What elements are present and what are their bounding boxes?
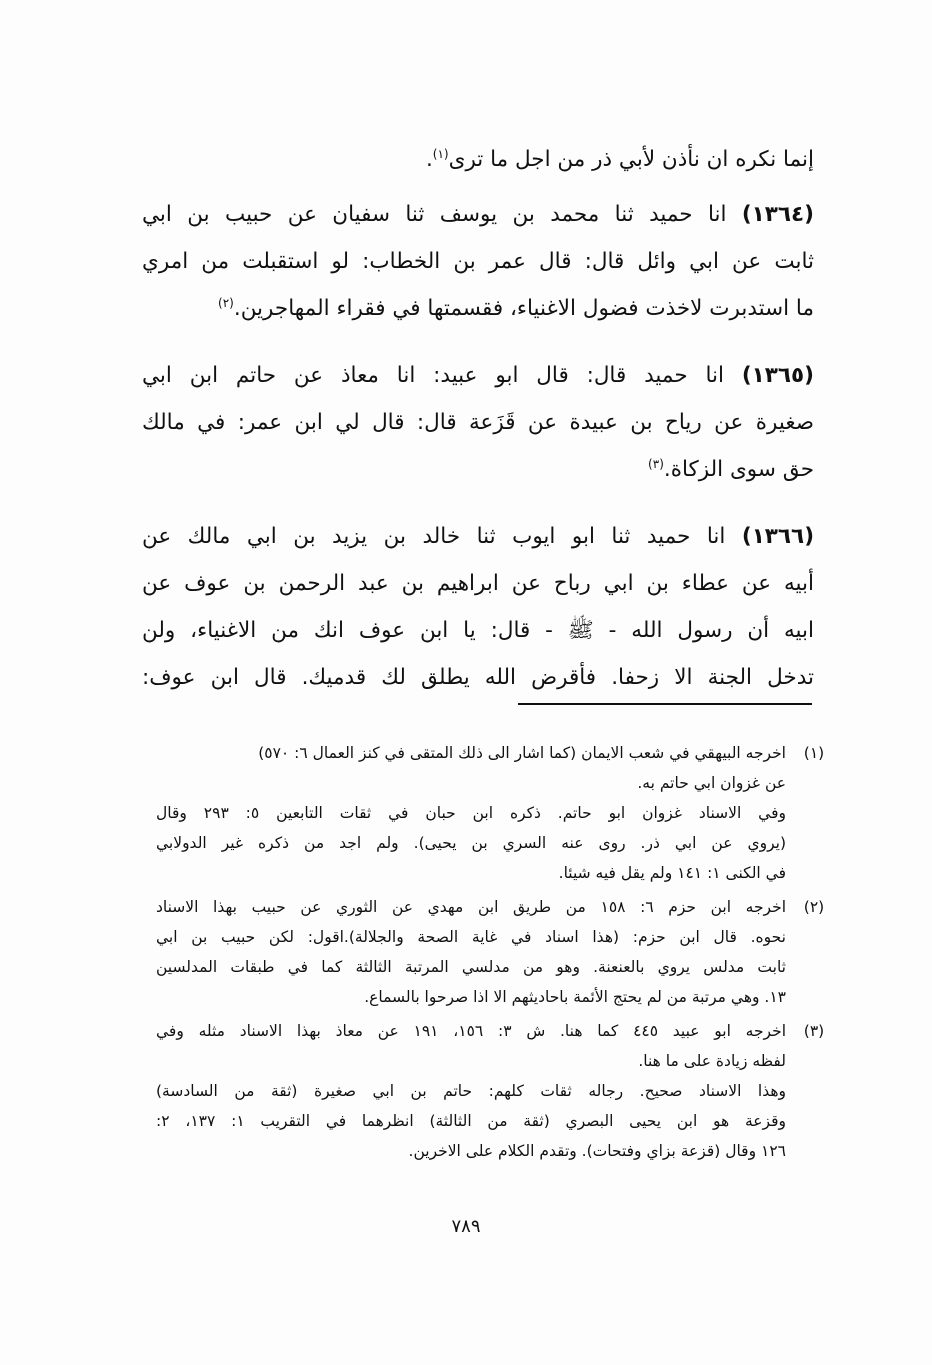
text-line: أبيه عن عطاء بن ابي رباح عن ابراهيم بن عبد الرحمن بن عوف عن: [142, 571, 814, 596]
footnote-separator: [518, 703, 812, 705]
text-line: ثابت عن ابي وائل قال: قال عمر بن الخطاب: لو استقبلت من امري: [142, 249, 814, 274]
hadith-number: (١٣٦٥): [741, 363, 814, 388]
hadith-number: (١٣٦٦): [741, 524, 815, 549]
footnote-line: (يروي عن ابي ذر. روى عنه السري بن يحيى). ولم اجد من ذكره غير الدولابي: [156, 834, 786, 852]
line-text: انا حميد ثنا محمد بن يوسف ثنا سفيان عن حبيب بن ابي: [142, 202, 727, 227]
footnote-1: [156, 738, 824, 888]
line-text: حق سوى الزكاة.: [663, 457, 814, 482]
footnote-line: ١٣. وهي مرتبة من لم يحتج الأئمة باحاديثهم الا اذا صرحوا بالسماع.: [364, 988, 786, 1006]
footnotes: [156, 738, 824, 1170]
footnote-3: [156, 1016, 824, 1166]
line-text: انا حميد ثنا ابو ايوب ثنا خالد بن يزيد بن ابي مالك عن: [142, 524, 726, 549]
footnote-ref[interactable]: (٢): [218, 295, 234, 310]
text-line: [142, 191, 814, 238]
footnote-line: اخرجه ابو عبيد ٤٤٥ كما هنا. ش ٣: ١٥٦، ١٩١ عن معاذ بهذا الاسناد مثله وفي: [156, 1022, 786, 1040]
hadith-paragraph-1366: [142, 513, 814, 701]
footnote-line: عن غزوان ابي حاتم به.: [637, 774, 786, 792]
footnote-line: في الكنى ١: ١٤١ ولم يقل فيه شيئا.: [558, 864, 786, 882]
footnote-line: وقزعة هو ابن يحيى البصري (ثقة من الثالثة) انظرهما في التقريب ١: ١٣٧، ٢:: [156, 1112, 786, 1130]
hadith-paragraph-1365: [142, 352, 814, 493]
text-line: صغيرة عن رياح بن عبيدة عن قَزَعة قال: قال لي ابن عمر: في مالك: [142, 410, 814, 435]
page-number: ٧٨٩: [451, 1216, 481, 1237]
text-line: تدخل الجنة الا زحفا. فأقرض الله يطلق لك قدميك. قال ابن عوف:: [142, 665, 814, 690]
hadith-paragraph-1364: [142, 191, 814, 332]
line-text: ما استدبرت لاخذت فضول الاغنياء، فقسمتها في فقراء المهاجرين.: [233, 296, 814, 321]
text-line: [142, 136, 814, 183]
footnote-marker: (١): [803, 744, 825, 762]
text-line: [142, 513, 814, 560]
opening-end: .: [425, 147, 433, 172]
text-line: [142, 446, 814, 493]
footnote-ref[interactable]: (٣): [648, 456, 664, 471]
footnote-line: اخرجه ابن حزم ٦: ١٥٨ من طريق ابن مهدي عن الثوري عن حبيب بهذا الاسناد: [156, 898, 786, 916]
line-text: انا حميد قال: قال ابو عبيد: انا معاذ عن حاتم ابن ابي: [142, 363, 724, 388]
main-text: [142, 136, 814, 721]
footnote-line: لفظه زيادة على ما هنا.: [638, 1052, 786, 1070]
footnote-line: ثابت مدلس يروي بالعنعنة. وهو من مدلسي المرتبة الثالثة كما في طبقات المدلسين: [156, 958, 786, 976]
footnote-marker: (٢): [803, 898, 825, 916]
text-line: [142, 352, 814, 399]
footnote-line: وفي الاسناد غزوان ابو حاتم. ذكره ابن حبان في ثقات التابعين ٥: ٢٩٣ وقال: [156, 804, 786, 822]
footnote-marker: (٣): [803, 1022, 825, 1040]
hadith-number: (١٣٦٤): [741, 202, 814, 227]
text-line: [142, 285, 814, 332]
opening-line: إنما نكره ان نأذن لأبي ذر من اجل ما ترى: [448, 147, 814, 172]
opening-paragraph: [142, 136, 814, 183]
text-line: ابيه أن رسول الله - ﷺ - قال: يا ابن عوف انك من الاغنياء، ولن: [142, 618, 814, 643]
footnote-ref[interactable]: (١): [432, 146, 449, 161]
footnote-2: [156, 892, 824, 1012]
footnote-line: وهذا الاسناد صحيح. رجاله ثقات كلهم: حاتم بن ابي صغيرة (ثقة من السادسة): [156, 1082, 786, 1100]
footnote-line: ١٢٦ وقال (قزعة بزاي وفتحات). وتقدم الكلام على الاخرين.: [408, 1142, 786, 1160]
footnote-line: اخرجه البيهقي في شعب الايمان (كما اشار الى ذلك المتقى في كنز العمال ٦: ٥٧٠): [258, 744, 786, 762]
footnote-line: نحوه. قال ابن حزم: (هذا اسناد في غاية الصحة والجلالة).اقول: لكن حبيب بن ابي: [156, 928, 786, 946]
